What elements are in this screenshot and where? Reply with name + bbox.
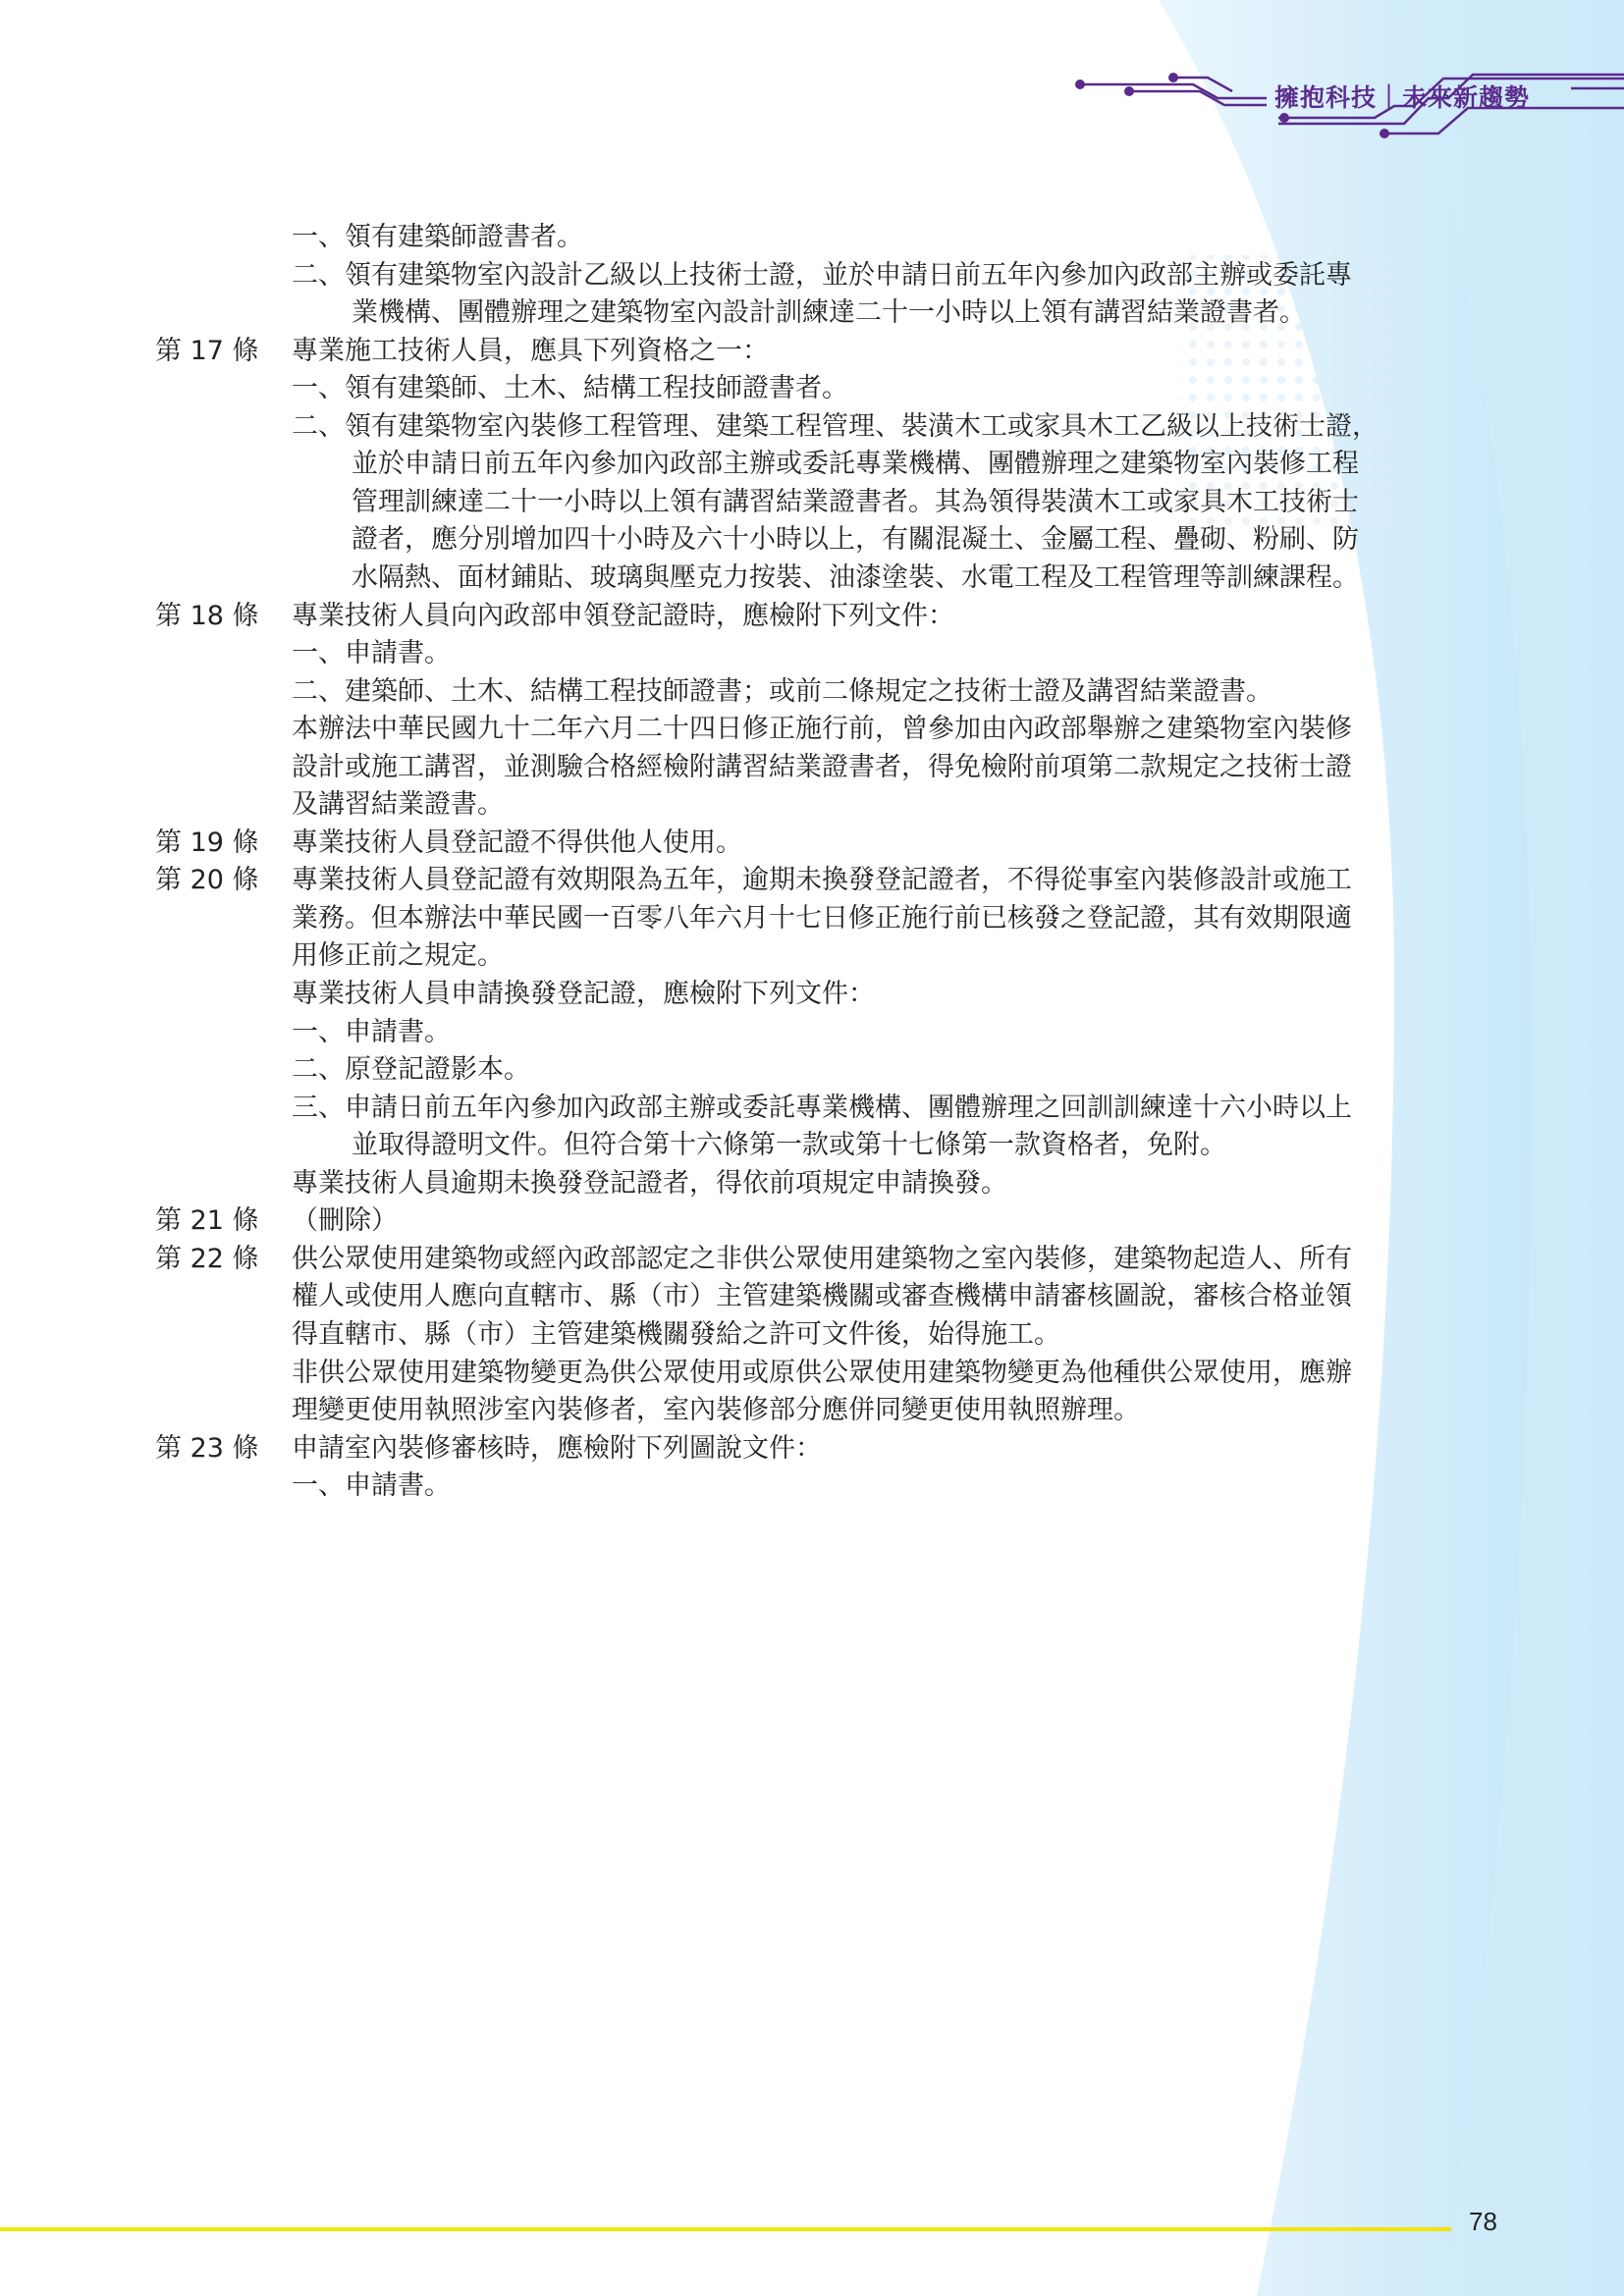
text-line <box>0 1201 1624 1241</box>
text-line <box>0 1277 1624 1316</box>
text-line <box>0 1467 1624 1506</box>
line-text: 供公眾使用建築物或經內政部認定之非供公眾使用建築物之室內裝修，建築物起造人、所有 <box>292 1243 1352 1274</box>
text-line <box>0 520 1624 560</box>
line-text: 並於申請日前五年內參加內政部主辦或委託專業機構、團體辦理之建築物室內裝修工程 <box>352 449 1359 480</box>
text-line <box>0 1315 1624 1355</box>
text-line <box>0 1164 1624 1203</box>
line-text: 設計或施工講習，並測驗合格經檢附講習結業證書者，得免檢附前項第二款規定之技術士證 <box>292 751 1352 782</box>
article-number: 第 17 條 <box>155 335 259 366</box>
line-text: 申請室內裝修審核時，應檢附下列圖說文件： <box>292 1432 822 1464</box>
text-line <box>0 748 1624 787</box>
line-text: 本辦法中華民國九十二年六月二十四日修正施行前，曾參加由內政部舉辦之建築物室內裝修 <box>292 714 1352 745</box>
text-line <box>0 899 1624 938</box>
text-line <box>0 634 1624 673</box>
article-number: 第 18 條 <box>155 600 259 631</box>
line-text: 用修正前之規定。 <box>292 940 504 972</box>
line-text: 二、原登記證影本。 <box>292 1054 530 1086</box>
line-text: 一、領有建築師證書者。 <box>292 222 583 252</box>
article-number: 第 20 條 <box>155 865 259 896</box>
text-line <box>0 445 1624 484</box>
line-text: 理變更使用執照涉室內裝修者，室內裝修部分應併同變更使用執照辦理。 <box>292 1395 1140 1426</box>
line-text: 業務。但本辦法中華民國一百零八年六月十七日修正施行前已核發之登記證，其有效期限適 <box>292 902 1352 934</box>
line-text: 及講習結業證書。 <box>292 789 504 821</box>
text-line <box>0 256 1624 295</box>
text-line <box>0 861 1624 900</box>
article-number: 第 19 條 <box>155 827 259 858</box>
line-text: 得直轄市、縣（市）主管建築機關發給之許可文件後，始得施工。 <box>292 1318 1060 1350</box>
text-line <box>0 369 1624 408</box>
line-text: 專業技術人員逾期未換發登記證者，得依前項規定申請換發。 <box>292 1167 1007 1199</box>
text-line <box>0 1391 1624 1430</box>
text-line <box>0 1126 1624 1165</box>
article-number: 第 22 條 <box>155 1243 259 1274</box>
text-line <box>0 332 1624 371</box>
text-line <box>0 218 1624 257</box>
text-line <box>0 936 1624 976</box>
line-text: 專業施工技術人員，應具下列資格之一： <box>292 335 769 366</box>
text-line <box>0 710 1624 749</box>
text-line <box>0 407 1624 447</box>
text-line <box>0 824 1624 863</box>
page-number: 78 <box>1469 2207 1497 2236</box>
line-text: 二、領有建築物室內設計乙級以上技術士證，並於申請日前五年內參加內政部主辦或委託專 <box>292 259 1352 291</box>
text-line <box>0 1240 1624 1279</box>
text-line <box>0 559 1624 598</box>
text-line <box>0 1089 1624 1128</box>
text-line <box>0 1050 1624 1090</box>
text-line <box>0 1013 1624 1052</box>
footer-rule <box>0 2227 1451 2231</box>
text-line <box>0 785 1624 825</box>
line-text: 三、申請日前五年內參加內政部主辦或委託專業機構、團體辦理之回訓訓練達十六小時以上 <box>292 1092 1352 1123</box>
line-text: 非供公眾使用建築物變更為供公眾使用或原供公眾使用建築物變更為他種供公眾使用，應辦 <box>292 1357 1352 1388</box>
article-number: 第 23 條 <box>155 1432 259 1464</box>
text-line <box>0 294 1624 333</box>
article-number: 第 21 條 <box>155 1205 259 1237</box>
text-line <box>0 1429 1624 1468</box>
line-text: 一、領有建築師、土木、結構工程技師證書者。 <box>292 373 848 404</box>
line-text: 二、建築師、土木、結構工程技師證書；或前二條規定之技術士證及講習結業證書。 <box>292 675 1272 707</box>
header-tag: 擁抱科技｜未來新趨勢 <box>1274 83 1531 112</box>
text-line <box>0 483 1624 522</box>
line-text: 管理訓練達二十一小時以上領有講習結業證書者。其為領得裝潢木工或家具木工技術士 <box>352 486 1359 517</box>
text-line <box>0 597 1624 636</box>
line-text: 水隔熱、面材鋪貼、玻璃與壓克力按裝、油漆塗裝、水電工程及工程管理等訓練課程。 <box>352 561 1359 593</box>
line-text: 一、申請書。 <box>292 638 451 669</box>
line-text: 專業技術人員向內政部申領登記證時，應檢附下列文件： <box>292 600 954 631</box>
line-text: 專業技術人員登記證有效期限為五年，逾期未換發登記證者，不得從事室內裝修設計或施工 <box>292 865 1352 896</box>
text-line <box>0 672 1624 712</box>
line-text: 業機構、團體辦理之建築物室內設計訓練達二十一小時以上領有講習結業證書者。 <box>352 297 1306 329</box>
line-text: 權人或使用人應向直轄市、縣（市）主管建築機關或審查機構申請審核圖說，審核合格並領 <box>292 1281 1352 1312</box>
line-text: （刪除） <box>292 1205 398 1237</box>
line-text: 一、申請書。 <box>292 1016 451 1047</box>
line-text: 並取得證明文件。但符合第十六條第一款或第十七條第一款資格者，免附。 <box>352 1130 1226 1161</box>
line-text: 二、領有建築物室內裝修工程管理、建築工程管理、裝潢木工或家具木工乙級以上技術士證， <box>292 410 1379 442</box>
line-text: 專業技術人員申請換發登記證，應檢附下列文件： <box>292 979 875 1009</box>
text-line <box>0 975 1624 1014</box>
text-line <box>0 1354 1624 1393</box>
line-text: 一、申請書。 <box>292 1470 451 1502</box>
line-text: 證者，應分別增加四十小時及六十小時以上，有關混凝土、金屬工程、疊砌、粉刷、防 <box>352 524 1359 556</box>
line-text: 專業技術人員登記證不得供他人使用。 <box>292 827 742 858</box>
